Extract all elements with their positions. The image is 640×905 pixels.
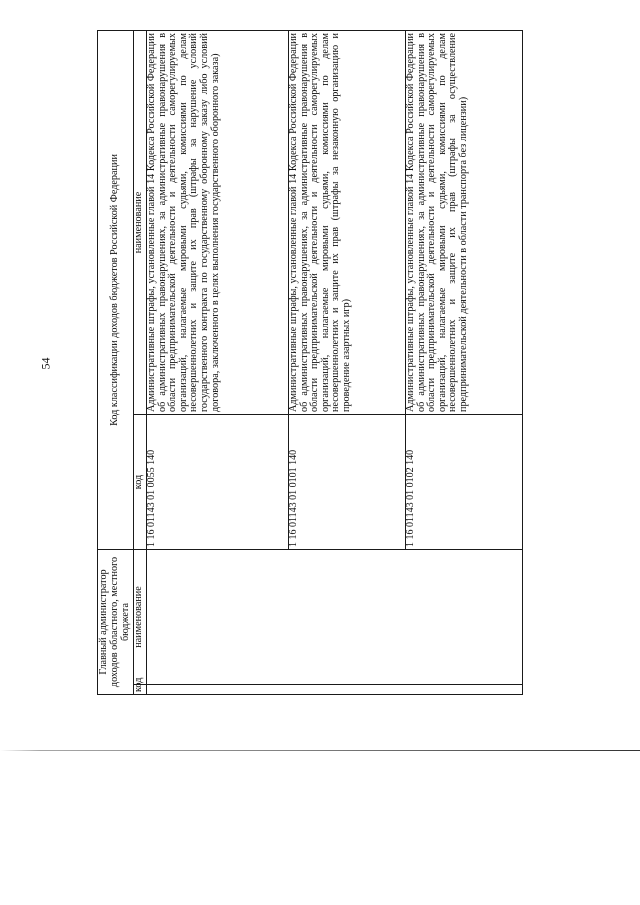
rotated-table-container: [97, 30, 523, 695]
revenue-name-cell: Административные штрафы, установленные главой 14 Кодекса Российской Федерации об административных правонарушениях, за административные правонарушения в области предпринимательской деятельности и деятельности саморегулируемых организаций, налагаемые мировыми судьями, комиссиями по делам несовершеннолетних и защите их прав (штрафы за осуществление предпринимательской деятельности в области транспорта без лицензии): [406, 31, 523, 415]
header-admin-group: Главный администратор доходов областного, местного бюджета: [98, 550, 134, 695]
revenue-name-cell: Административные штрафы, установленные главой 14 Кодекса Российской Федерации об административных правонарушениях, за административные правонарушения в области предпринимательской деятельности и деятельности саморегулируемых организаций, налагаемые мировыми судьями, комиссиями по делам несовершеннолетних и защите их прав (штрафы за незаконную организацию и проведение азартных игр): [289, 31, 406, 415]
admin-code-cell: [147, 685, 523, 695]
revenue-classification-table: [97, 30, 523, 695]
header-admin-name: наименование: [133, 550, 147, 685]
page-number: 54: [38, 357, 53, 370]
revenue-code-cell: 1 16 01143 01 0055 140: [147, 415, 289, 550]
header-admin-code: код: [133, 685, 147, 695]
header-row-groups: [98, 31, 134, 695]
admin-name-cell: [147, 550, 523, 685]
scan-edge-line: [0, 750, 640, 751]
header-name: наименование: [133, 31, 147, 415]
table-row: [147, 31, 289, 695]
revenue-code-cell: 1 16 01143 01 0102 140: [406, 415, 523, 550]
revenue-code-cell: 1 16 01143 01 0101 140: [289, 415, 406, 550]
revenue-name-cell: Административные штрафы, установленные главой 14 Кодекса Российской Федерации об административных правонарушениях, за административные правонарушения в области предпринимательской деятельности и деятельности саморегулируемых организаций, налагаемые мировыми судьями, комиссиями по делам несовершеннолетних и защите их прав (штрафы за нарушение условий государственного контракта по государственному оборонному заказу либо условий договора, заключенного в целях выполнения государственного оборонного заказа): [147, 31, 289, 415]
header-code: код: [133, 415, 147, 550]
header-row-columns: [133, 31, 147, 695]
header-classification-group: Код классификации доходов бюджетов Российской Федерации: [98, 31, 134, 550]
